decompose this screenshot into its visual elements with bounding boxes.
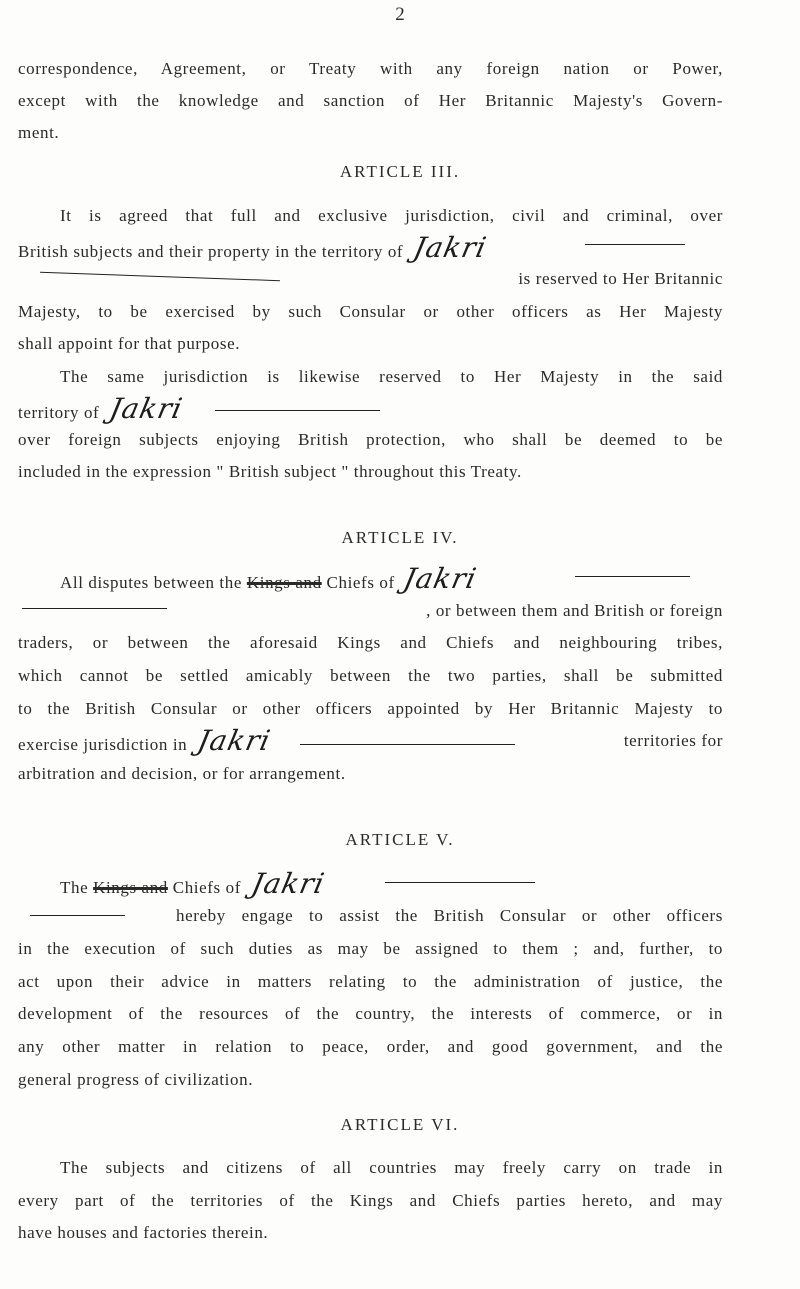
text-line: every part of the territories of the Kings and Chiefs parties hereto, and may bbox=[18, 1191, 723, 1210]
handwritten-name: Jakri bbox=[400, 562, 480, 595]
text-segment: British subjects and their property in the territory of bbox=[18, 242, 404, 261]
handwritten-name: Jakri bbox=[410, 231, 490, 264]
article-4-heading: ARTICLE IV. bbox=[341, 528, 459, 547]
text-line: any other matter in relation to peace, order, and good government, and the bbox=[18, 1037, 723, 1056]
text-line: The subjects and citizens of all countries may freely carry on trade in bbox=[60, 1158, 723, 1177]
text-line: which cannot be settled amicably between the two parties, shall be submitted bbox=[18, 666, 723, 685]
handwritten-dash bbox=[215, 410, 380, 411]
struck-text: Kings and bbox=[93, 878, 168, 897]
text-segment: exercise jurisdiction in bbox=[18, 735, 188, 754]
text-line bbox=[18, 392, 723, 425]
text-segment: The bbox=[60, 878, 89, 897]
text-segment: Chiefs of bbox=[326, 573, 395, 592]
text-line: arbitration and decision, or for arrangement. bbox=[18, 764, 346, 783]
handwritten-dash bbox=[575, 576, 690, 577]
article-6-heading: ARTICLE VI. bbox=[340, 1115, 460, 1134]
handwritten-dash bbox=[40, 272, 280, 281]
page-number: 2 bbox=[395, 4, 405, 25]
handwritten-dash bbox=[30, 915, 125, 916]
handwritten-dash bbox=[300, 744, 515, 745]
text-line: general progress of civilization. bbox=[18, 1070, 254, 1089]
text-line: is reserved to Her Britannic bbox=[518, 269, 723, 288]
text-line: Majesty, to be exercised by such Consular or other officers as Her Majesty bbox=[18, 302, 723, 321]
text-line bbox=[18, 231, 723, 264]
text-line: hereby engage to assist the British Consular or other officers bbox=[176, 906, 723, 925]
text-line: , or between them and British or foreign bbox=[426, 601, 723, 620]
text-line: to the British Consular or other officers appointed by Her Britannic Majesty to bbox=[18, 699, 723, 718]
text-segment: Chiefs of bbox=[172, 878, 241, 897]
text-line: territories for bbox=[623, 731, 723, 750]
text-line bbox=[60, 867, 765, 900]
text-line: in the execution of such duties as may be assigned to them ; and, further, to bbox=[18, 939, 723, 958]
text-line: shall appoint for that purpose. bbox=[18, 334, 241, 353]
article-3-heading: ARTICLE III. bbox=[339, 162, 461, 181]
text-line: act upon their advice in matters relating to the administration of justice, the bbox=[18, 972, 723, 991]
struck-text: Kings and bbox=[246, 573, 322, 592]
handwritten-name: Jakri bbox=[194, 724, 274, 757]
text-line: traders, or between the aforesaid Kings and Chiefs and neighbouring tribes, bbox=[18, 633, 723, 652]
text-line bbox=[60, 562, 765, 595]
text-line: The same jurisdiction is likewise reserved to Her Majesty in the said bbox=[60, 367, 723, 386]
text-line: have houses and factories therein. bbox=[18, 1223, 269, 1242]
text-line: except with the knowledge and sanction of Her Britannic Majesty's Govern- bbox=[18, 91, 723, 110]
text-segment: All disputes between the bbox=[60, 573, 243, 592]
handwritten-dash bbox=[385, 882, 535, 883]
handwritten-name: Jakri bbox=[248, 867, 328, 900]
text-segment: territory of bbox=[18, 403, 100, 422]
handwritten-dash bbox=[22, 608, 167, 609]
article-5-heading: ARTICLE V. bbox=[345, 830, 455, 849]
text-line: over foreign subjects enjoying British protection, who shall be deemed to be bbox=[18, 430, 723, 449]
text-line: included in the expression " British subject " throughout this Treaty. bbox=[18, 462, 522, 481]
text-line: ment. bbox=[18, 123, 60, 142]
text-line: development of the resources of the country, the interests of commerce, or in bbox=[18, 1004, 723, 1023]
handwritten-dash bbox=[585, 244, 685, 245]
text-line: correspondence, Agreement, or Treaty with any foreign nation or Power, bbox=[18, 59, 723, 78]
handwritten-name: Jakri bbox=[106, 392, 187, 425]
text-line: It is agreed that full and exclusive jurisdiction, civil and criminal, over bbox=[60, 206, 723, 225]
